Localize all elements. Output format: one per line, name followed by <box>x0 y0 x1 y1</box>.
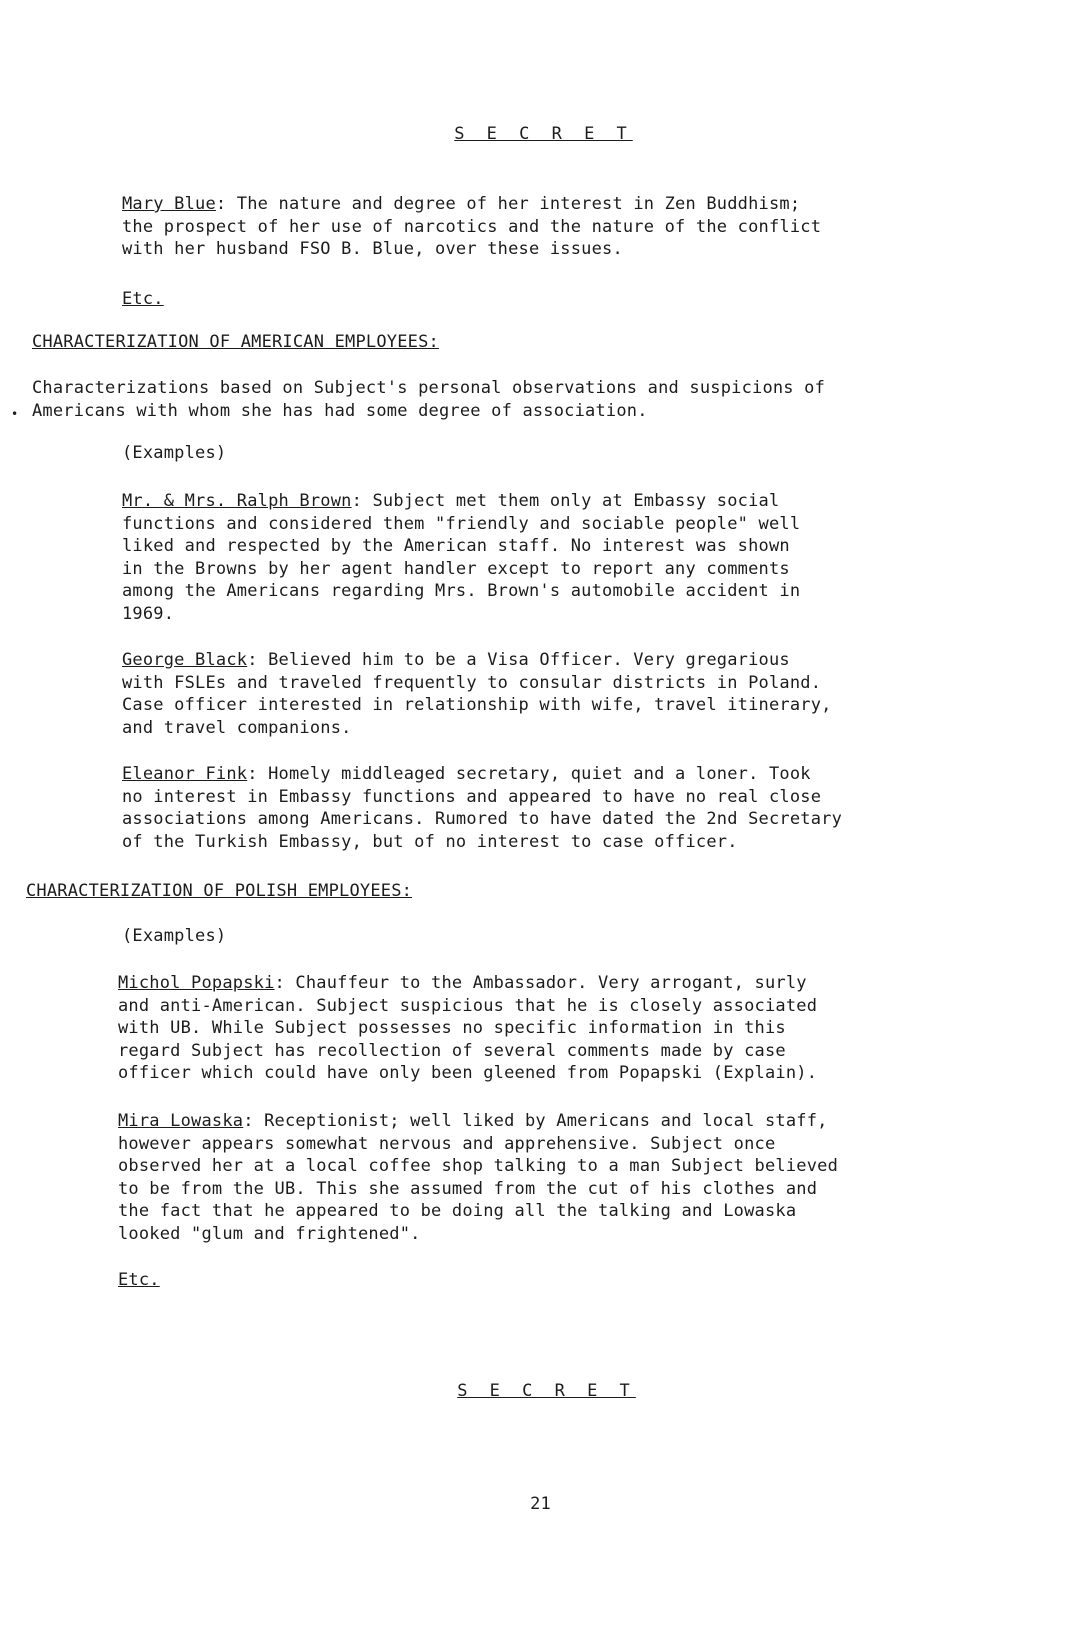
black-name: George Black <box>122 650 248 670</box>
mary-blue-name: Mary Blue <box>122 194 216 214</box>
american-intro-line-1: Characterizations based on Subject's personal observations and suspicions of <box>32 378 826 398</box>
lowaska-text-5: the fact that he appeared to be doing all the talking and Lowaska <box>118 1201 797 1221</box>
margin-mark: • <box>11 407 19 421</box>
lowaska-text-1: : Receptionist; well liked by Americans and local staff, <box>243 1111 828 1131</box>
fink-text-1: : Homely middleaged secretary, quiet and a loner. Took <box>247 764 811 784</box>
examples-label-2: (Examples) <box>122 926 227 946</box>
american-intro <box>32 377 825 422</box>
examples-label-1: (Examples) <box>122 443 227 463</box>
black-text-4: and travel companions. <box>122 717 352 738</box>
lowaska-text-3: observed her at a local coffee shop talking to a man Subject believed <box>118 1156 839 1176</box>
brown-text-5: among the Americans regarding Mrs. Brown's automobile accident in <box>122 581 801 601</box>
lowaska-text-2: however appears somewhat nervous and apprehensive. Subject once <box>118 1133 776 1154</box>
mary-blue-text-3: with her husband FSO B. Blue, over these issues. <box>122 239 623 259</box>
black-text-2: with FSLEs and traveled frequently to consular districts in Poland. <box>122 672 822 693</box>
popapski-text-2: and anti-American. Subject suspicious that he is closely associated <box>118 995 818 1016</box>
fink-name: Eleanor Fink <box>122 764 248 784</box>
brown-text-2: functions and considered them "friendly and sociable people" well <box>122 513 801 534</box>
fink-text-4: of the Turkish Embassy, but of no interest to case officer. <box>122 831 738 852</box>
etc-marker-1: Etc. <box>122 289 164 309</box>
american-intro-line-2: Americans with whom she has had some degree of association. <box>32 400 648 421</box>
fink-text-2: no interest in Embassy functions and appeared to have no real close <box>122 786 822 807</box>
classification-marking-bottom: S E C R E T <box>457 1381 636 1401</box>
mary-blue-entry <box>122 193 821 261</box>
polish-employees-heading: CHARACTERIZATION OF POLISH EMPLOYEES: <box>26 881 413 901</box>
lowaska-text-6: looked "glum and frightened". <box>118 1223 421 1244</box>
black-text-1: : Believed him to be a Visa Officer. Very gregarious <box>247 650 790 670</box>
popapski-text-5: officer which could have only been gleened from Popapski (Explain). <box>118 1063 818 1083</box>
brown-entry <box>122 490 800 625</box>
popapski-text-3: with UB. While Subject possesses no specific information in this <box>118 1018 786 1038</box>
brown-text-3: liked and respected by the American staff. No interest was shown <box>122 536 790 556</box>
brown-text-4: in the Browns by her agent handler except to report any comments <box>122 558 790 579</box>
fink-text-3: associations among Americans. Rumored to have dated the 2nd Secretary <box>122 809 843 829</box>
lowaska-text-4: to be from the UB. This she assumed from the cut of his clothes and <box>118 1178 818 1199</box>
brown-name: Mr. & Mrs. Ralph Brown <box>122 491 352 511</box>
popapski-name: Michol Popapski <box>118 973 275 993</box>
etc-marker-2: Etc. <box>118 1270 160 1290</box>
brown-text-6: 1969. <box>122 603 175 624</box>
page-number: 21 <box>530 1494 551 1514</box>
lowaska-name: Mira Lowaska <box>118 1111 244 1131</box>
popapski-text-1: : Chauffeur to the Ambassador. Very arrogant, surly <box>274 973 807 993</box>
lowaska-entry <box>118 1110 838 1245</box>
fink-entry <box>122 763 842 853</box>
mary-blue-text-2: the prospect of her use of narcotics and the nature of the conflict <box>122 216 822 237</box>
black-entry <box>122 649 832 739</box>
popapski-entry <box>118 972 817 1085</box>
american-employees-heading: CHARACTERIZATION OF AMERICAN EMPLOYEES: <box>32 332 439 352</box>
classification-marking-top: S E C R E T <box>454 124 633 144</box>
popapski-text-4: regard Subject has recollection of several comments made by case <box>118 1040 786 1061</box>
brown-text-1: : Subject met them only at Embassy social <box>351 491 780 511</box>
black-text-3: Case officer interested in relationship with wife, travel itinerary, <box>122 695 832 715</box>
mary-blue-text-1: : The nature and degree of her interest in Zen Buddhism; <box>215 194 801 214</box>
